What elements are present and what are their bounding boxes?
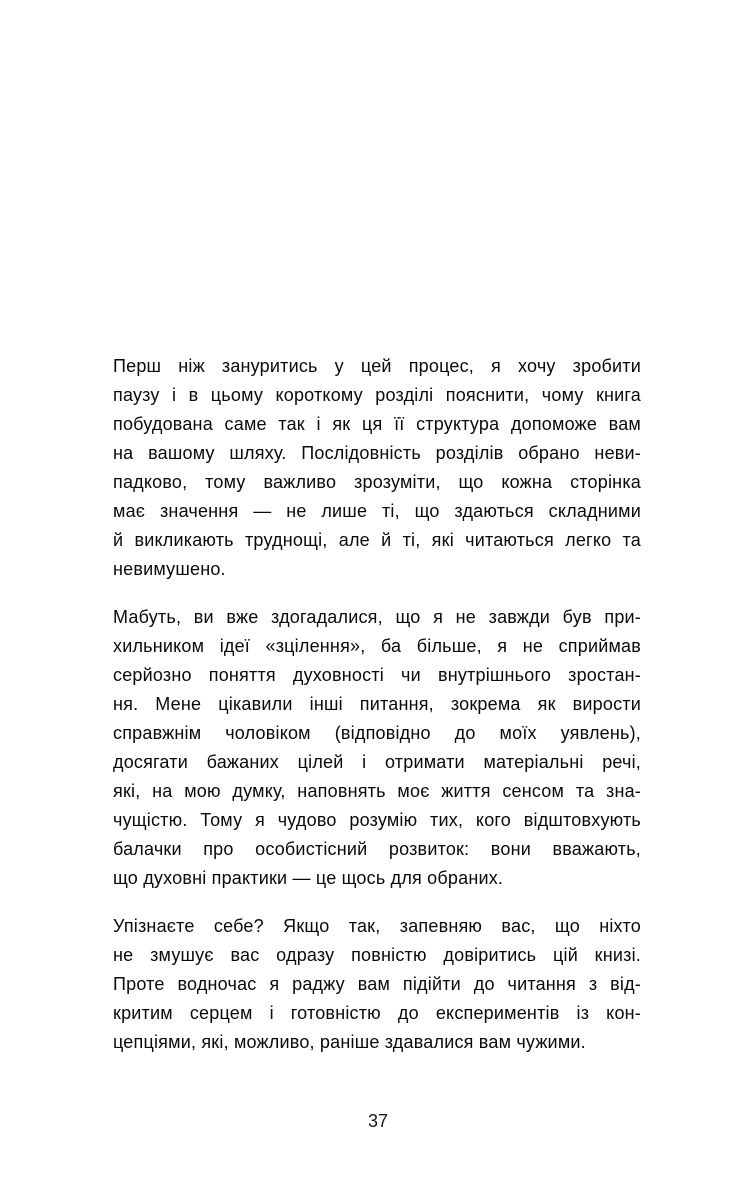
- text-line: невимушено.: [113, 559, 226, 579]
- text-line: має значення — не лише ті, що здаються складними: [113, 501, 641, 521]
- text-line: серйозно поняття духовності чи внутрішнього зростан-: [113, 665, 641, 685]
- text-line: на вашому шляху. Послідовність розділів обрано неви-: [113, 443, 641, 463]
- text-line: чущістю. Тому я чудово розумію тих, кого відштовхують: [113, 810, 641, 830]
- text-line: що духовні практики — це щось для обраних.: [113, 868, 504, 888]
- text-line: й викликають труднощі, але й ті, які читаються легко та: [113, 530, 641, 550]
- text-line: не змушує вас одразу повністю довіритись цій книзі.: [113, 945, 641, 965]
- body-text: [113, 352, 641, 1057]
- text-line: ня. Мене цікавили інші питання, зокрема як вирости: [113, 694, 641, 714]
- text-line: Упізнаєте себе? Якщо так, запевняю вас, що ніхто: [113, 916, 641, 936]
- paragraph: [113, 912, 641, 1057]
- text-line: цепціями, які, можливо, раніше здавалися вам чужими.: [113, 1032, 586, 1052]
- page-number: 37: [367, 1111, 389, 1131]
- text-line: досягати бажаних цілей і отримати матеріальні речі,: [113, 752, 641, 772]
- text-line: справжнім чоловіком (відповідно до моїх уявлень),: [113, 723, 641, 743]
- text-line: які, на мою думку, наповнять моє життя сенсом та зна-: [113, 781, 641, 801]
- text-line: Перш ніж зануритись у цей процес, я хочу зробити: [113, 356, 641, 376]
- text-line: побудована саме так і як ця її структура допоможе вам: [113, 414, 641, 434]
- text-line: хильником ідеї «зцілення», ба більше, я не сприймав: [113, 636, 641, 656]
- text-line: критим серцем і готовністю до експериментів із кон-: [113, 1003, 641, 1023]
- text-line: падково, тому важливо зрозуміти, що кожна сторінка: [113, 472, 641, 492]
- text-line: Проте водночас я раджу вам підійти до читання з від-: [113, 974, 641, 994]
- paragraph: [113, 352, 641, 584]
- text-line: паузу і в цьому короткому розділі пояснити, чому книга: [113, 385, 641, 405]
- text-line: Мабуть, ви вже здогадалися, що я не завжди був при-: [113, 607, 641, 627]
- text-line: балачки про особистісний розвиток: вони вважають,: [113, 839, 641, 859]
- paragraph: [113, 603, 641, 893]
